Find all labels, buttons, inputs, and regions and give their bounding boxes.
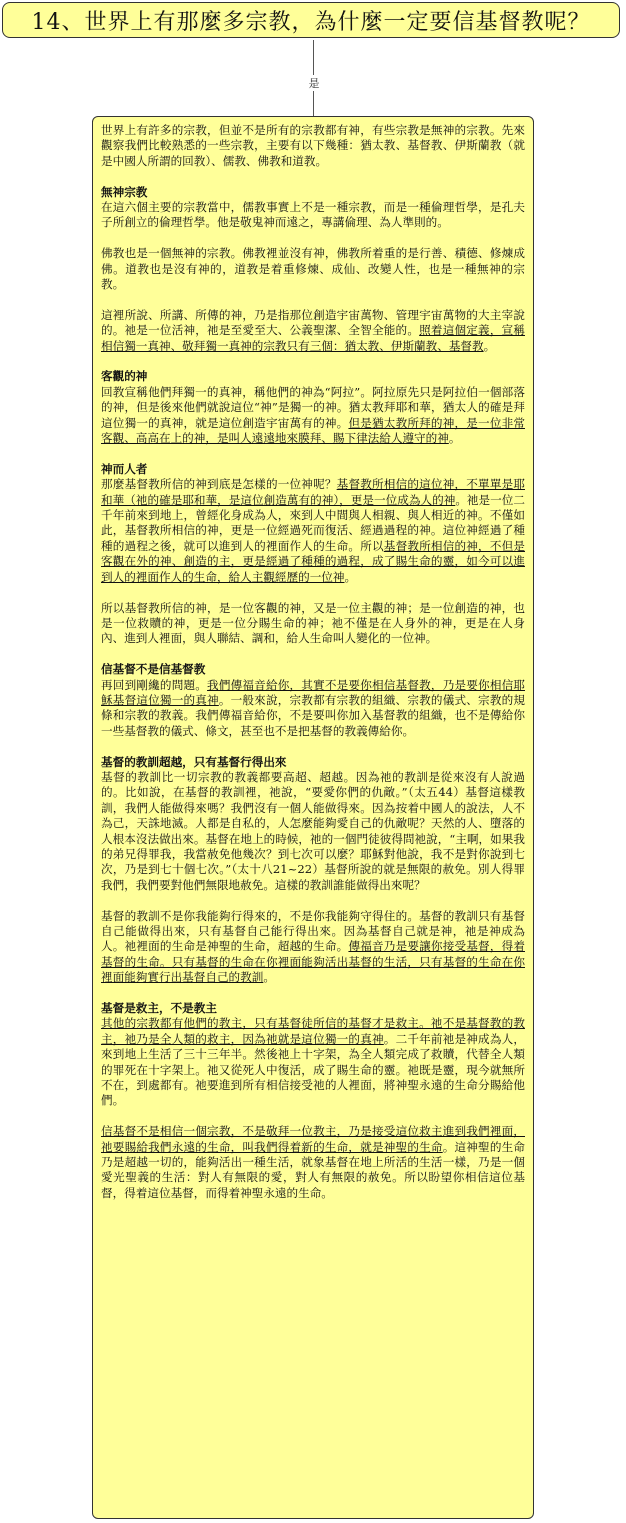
section-heading: 神而人者 [101,461,148,476]
paragraph-text: 在這六個主要的宗教當中，儒教事實上不是一種宗教，而是一種倫理哲學，是孔夫子所創立的倫理哲學。他是敬鬼神而遠之，專講倫理、為人準則的。 [101,200,525,230]
section-heading: 無神宗教 [101,184,148,199]
answer-paragraph [101,1124,525,1201]
answer-paragraph [101,369,525,446]
answer-paragraph [101,308,525,354]
underlined-text: 照着這個定義，宣稱相信獨一真神、敬拜獨一真神的宗教只有三個：猶太教、伊斯蘭教、基督教 [101,323,525,353]
paragraph-text: 基督的教訓不是你我能夠行得來的，不是你我能夠守得住的。基督的教訓只有基督自己能做得出來，只有基督自己能行得出來。因為基督自己就是神，祂是神成為人。祂裡面的生命是神聖的生命，超越的生命。 [101,908,525,954]
underlined-text: 我們傳福音給你，其實不是要你相信基督教，乃是要你相信耶穌基督這位獨一的真神 [101,677,525,707]
paragraph-text: 。 [483,338,496,353]
paragraph-text: 那麼基督教所信的神到底是怎樣的一位神呢？ [101,477,337,492]
underlined-text: 但是猶太教所拜的神，是一位非常客觀、高高在上的神，是叫人遠遠地來膜拜、賜下律法給人遵守的神 [101,415,525,446]
answer-paragraph [101,755,525,894]
answer-paragraph [101,123,525,169]
edge-label-yes: 是 [304,75,324,91]
question-node[interactable] [2,2,620,38]
answer-paragraph [101,909,525,986]
paragraph-text: 。 [448,431,461,446]
answer-text [101,123,525,1201]
answer-paragraph [101,662,525,739]
paragraph-text: 回教宣稱他們拜獨一的真神，稱他們的神為“阿拉”。阿拉原先只是阿拉伯一個部落的神，但是後來他們就說這位“神”是獨一的神。猶太教拜耶和華，猶太人的確是拜這位獨一的真神，就是這位創造宇宙萬有的神。 [101,384,525,430]
paragraph-text: 世界上有許多的宗教，但並不是所有的宗教都有神，有些宗教是無神的宗教。先來觀察我們比較熟悉的一些宗教，主要有以下幾種：猶太教、基督教、伊斯蘭教（就是中國人所謂的回教）、儒教、佛教和道教。 [101,123,525,168]
answer-paragraph [101,462,525,585]
section-heading: 基督的教訓超越，只有基督行得出來 [101,754,287,769]
paragraph-text: 再回到剛纔的問題。 [101,677,208,692]
paragraph-text: 佛教也是一個無神的宗教。佛教裡並沒有神，佛教所着重的是行善、積德、修煉成佛。道教也是沒有神的，道教是着重修煉、成仙、改變人性，也是一種無神的宗教。 [101,246,525,292]
paragraph-text: 這裡所說、所講、所傳的神，乃是指那位創造宇宙萬物、管理宇宙萬物的大主宰說的。祂是一位活神，祂是至愛至大、公義聖潔、全智全能的。 [101,307,525,338]
paragraph-text: 。一般來說，宗教都有宗教的組織、宗教的儀式、宗教的規條和宗教的教義。我們傳福音給你，不是要叫你加入基督教的組織，也不是傳給你一些基督教的儀式、條文，甚至也不是把基督的教義傳給你。 [101,692,525,738]
paragraph-text: 。這神聖的生命乃是超越一切的，能夠活出一種生活，就象基督在地上所活的生活一樣，乃是一個愛光聖義的生活：對人有無限的愛，對人有無限的赦免。所以盼望你相信這位基督，得着這位基督，而得着神聖永遠的生命。 [101,1139,525,1200]
underlined-text: 傳福音乃是要讓你接受基督，得着基督的生命。只有基督的生命在你裡面能夠活出基督的生活，只有基督的生命在你裡面能夠實行出基督自己的教訓 [101,939,525,985]
paragraph-text: 。二千年前祂是神成為人，來到地上生活了三十三年半。然後祂上十字架，為全人類完成了救贖，代替全人類的罪死在十字架上。祂又從死人中復活，成了賜生命的靈。祂既是靈，現今就無所不在，到處都有。祂要進到所有相信接受祂的人裡面，將神聖永遠的生命分賜給他們。 [101,1031,525,1108]
section-heading: 信基督不是信基督教 [101,662,206,677]
paragraph-text: 。祂是一位二千年前來到地上，曾經化身成為人，來到人中間與人相親、與人相近的神。不僅如此，基督教所相信的神，更是一位經過死而復活、經過過程的神。這位神經過了種種的過程之後，就可以進到人的裡面作人的生命。所以 [101,492,525,553]
answer-node[interactable] [92,116,534,1519]
section-heading: 基督是救主，不是教主 [101,1001,217,1015]
answer-paragraph [101,246,525,292]
paragraph-text: 所以基督教所信的神，是一位客觀的神，又是一位主觀的神；是一位創造的神，也是一位救贖的神，更是一位分賜生命的神；祂不僅是在人身外的神，更是在人身內、進到人裡面，與人聯結、調和，給人生命叫人變化的一位神。 [101,600,525,646]
underlined-text: 信基督不是相信一個宗教，不是敬拜一位教主，乃是接受這位救主進到我們裡面，祂要賜給我們永遠的生命，叫我們得着新的生命，就是神聖的生命 [101,1124,525,1154]
underlined-text: 其他的宗教都有他們的教主，只有基督徒所信的基督才是救主。祂不是基督教的教主，祂乃是全人類的救主，因為祂就是這位獨一的真神 [101,1016,525,1046]
underlined-text: 基督教所相信的神，不但是客觀在外的神、創造的主，更是經過了種種的過程，成了賜生命的靈，如今可以進到人的裡面作人的生命，給人主觀經歷的一位神 [101,538,525,584]
answer-paragraph [101,601,525,647]
underlined-text: 基督教所相信的這位神，不單單是耶和華（祂的確是耶和華，是這位創造萬有的神），更是一位成為人的神 [101,477,525,507]
question-title: 14、世界上有那麼多宗教，為什麼一定要信基督教呢？ [31,9,591,35]
answer-paragraph [101,185,525,231]
section-heading: 客觀的神 [101,369,148,384]
paragraph-text: 。 [263,970,275,985]
paragraph-text: 。 [344,569,357,584]
paragraph-text: 基督的教訓比一切宗教的教義都要高超、超越。因為祂的教訓是從來沒有人說過的。比如說，在基督的教訓裡，祂說，“要愛你們的仇敵。”（太五44）基督這樣教訓，我們人能做得來嗎？我們沒有一個人能做得來。因為按着中國人的說法，人不為己，天誅地滅。人都是自私的，人怎麼能夠愛自己的仇敵呢？天然的人、墮落的人根本沒法做出來。基督在地上的時候，祂的一個門徒彼得問祂說，“主啊，如果我的弟兄得罪我，我當赦免他幾次？到七次可以麼？耶穌對他說，我不是對你說到七次，乃是到七十個七次。”（太十八21~22）基督所說的就是無限的赦免。別人得罪我們，我們要對他們無限地赦免。這樣的教訓誰能做得出來呢？ [101,769,525,892]
answer-paragraph [101,1001,525,1109]
